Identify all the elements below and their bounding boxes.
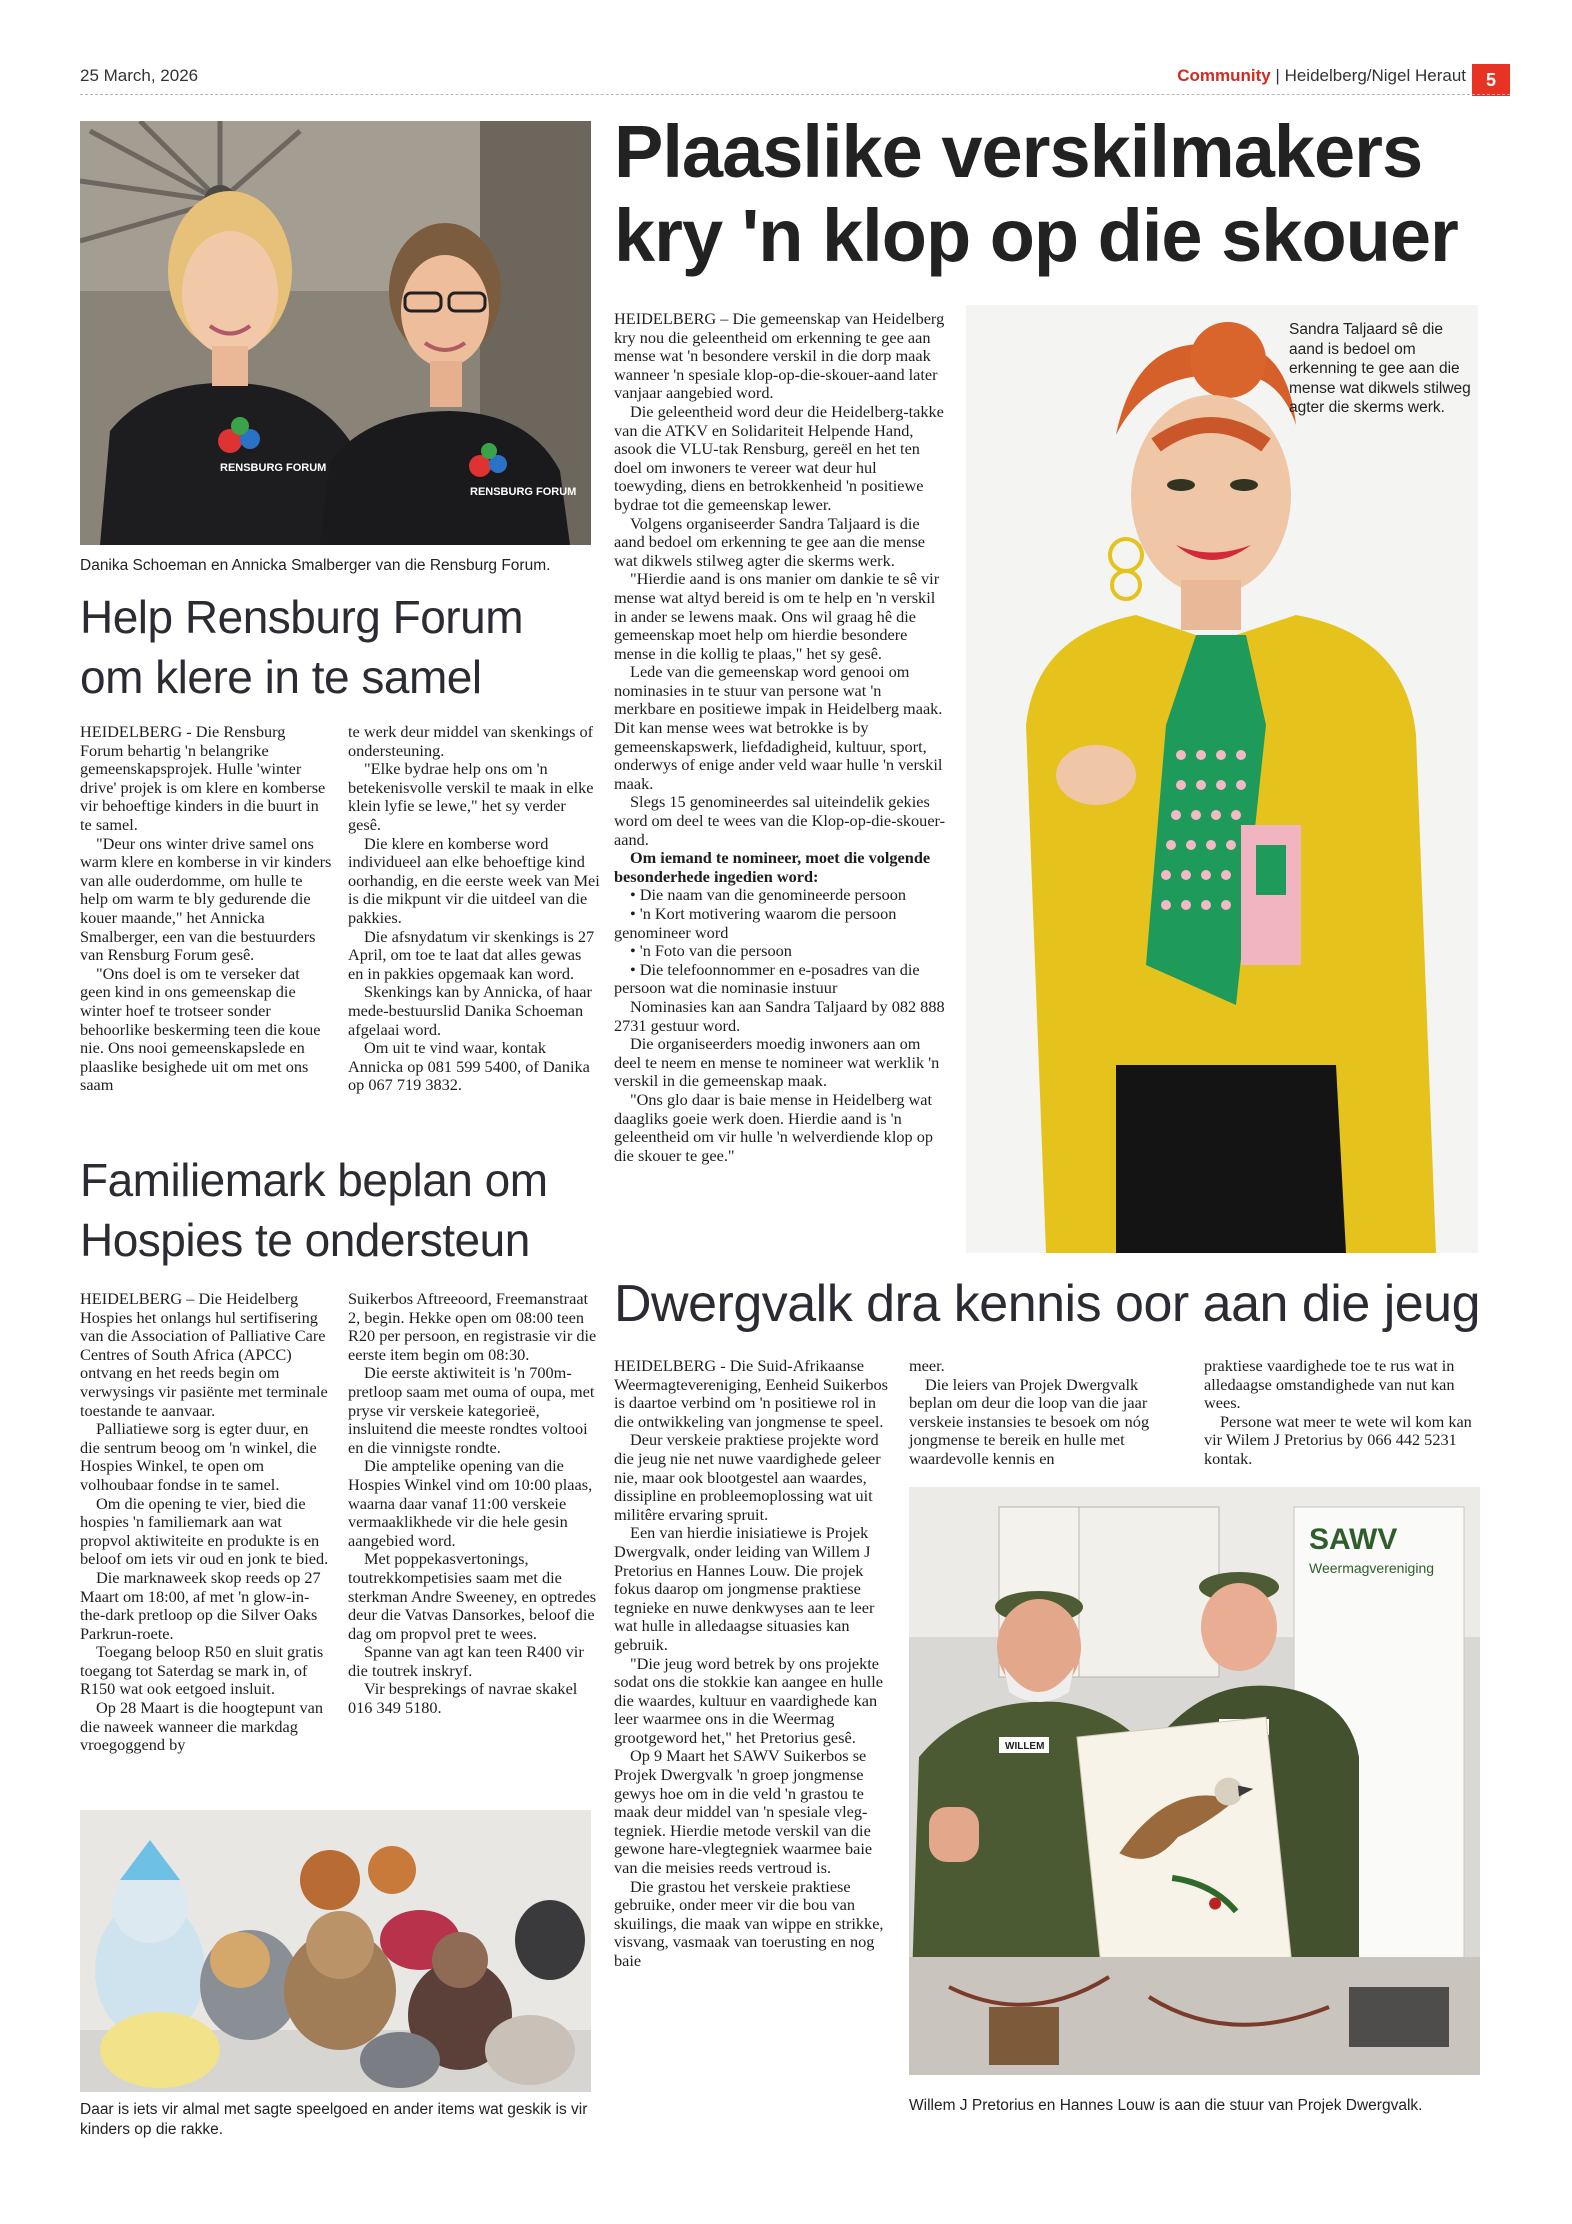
two-men-with-falcon-painting-icon — [909, 1487, 1480, 2075]
bullet-item: • Die naam van die genomineerde persoon — [630, 885, 907, 905]
paragraph: Die marknaweek skop reeds op 27 Maart om 18:00, af met 'n glow-in-the-dark pretloop op die Silver Oaks Parkrun-roete. — [80, 1567, 321, 1643]
paragraph: Op 9 Maart het SAWV Suikerbos se Projek Dwergvalk 'n groep jongmense gewys hoe om in die veld 'n grastou te maak deur middel van 'n spesiale vleg-tegniek. Hierdie metode verskil van die gewone hare-vlegtegniek waarmee baie van die meisies reeds vertroud is. — [614, 1746, 873, 1878]
photo-caption-toys: Daar is iets vir almal met sagte speelgoed en ander items wat geskik is vir kinders op die rakke. — [80, 2101, 588, 2138]
paragraph: "Hierdie aand is ons manier om dankie te sê vir mense wat altyd bereid is om te help en 'n verskil in ander se lewens maak. Ons wil graag hê die gemeenskap moet help om hierdie besondere mense in die kollig te plaas," het sy gesê. — [614, 569, 940, 663]
logo-text-1: RENSBURG FORUM — [220, 462, 327, 474]
paragraph: Skenkings kan by Annicka, of haar mede-bestuurslid Danika Schoeman afgelaai word. — [348, 982, 592, 1039]
paragraph: Persone wat meer te wete wil kom kan vir Wilem J Pretorius by 066 442 5231 kontak. — [1204, 1411, 1472, 1468]
headline-line: om klere in te samel — [80, 651, 482, 703]
paragraph: Met poppekasvertonings, toutrekkompetisies saam met die sterkman Andre Sweeney, en optredes deur die Vatvas Dansorkes, beloof die dag om propvol pret te wees. — [348, 1549, 597, 1643]
soft-toys-photo-icon — [80, 1810, 591, 2092]
banner-title: SAWV — [1309, 1523, 1398, 1556]
paragraph: Spanne van agt kan teen R400 vir die toutrek inskryf. — [348, 1642, 584, 1680]
logo-text-2: RENSBURG FORUM — [470, 486, 577, 498]
bullet-item: • 'n Foto van die persoon — [630, 941, 792, 961]
paragraph: Slegs 15 genomineerdes sal uiteindelik gekies word om deel te wees van die Klop-op-die-skouer-aand. — [614, 792, 946, 849]
paragraph: HEIDELBERG - Die Rensburg Forum behartig 'n belangrike gemeenskapsprojek. Hulle 'winter drive' projek is om klere en komberse vir behoeftige kinders in die buurt in te samel. — [80, 722, 326, 834]
paragraph: Vir besprekings of navrae skakel 016 349 5180. — [348, 1679, 578, 1718]
article-column — [1204, 1357, 1478, 1469]
paragraph: "Deur ons winter drive samel ons warm klere en komberse in vir kinders van alle ouderdomme, om hulle te help om warm te bly gedurende die kouer maande," het Annicka Smalberger, een van die bestuurders van Rensburg Forum gesê. — [80, 833, 332, 965]
paragraph: "Ons glo daar is baie mense in Heidelberg wat daagliks goeie werk doen. Hierdie aand is 'n geleentheid om vir hulle 'n welverdiende klop op die skouer te gee." — [614, 1089, 933, 1165]
section-name[interactable]: Community — [1177, 66, 1271, 85]
headline-line: Help Rensburg Forum — [80, 591, 524, 643]
paragraph: Toegang beloop R50 en sluit gratis toegang tot Saterdag se mark in, of R150 wat ook eetgoed insluit. — [80, 1642, 324, 1699]
paragraph: Deur verskeie praktiese projekte word die jeug nie net nuwe vaardighede geleer nie, maar ook blootgestel aan waardes, dissipline en probleemoplossing wat uit militêre ervaring spruit. — [614, 1430, 881, 1524]
issue-date: 25 March, 2026 — [80, 66, 199, 85]
article-column — [909, 1357, 1185, 1469]
paragraph: Om uit te vind waar, kontak Annicka op 081 599 5400, of Danika op 067 719 3832. — [348, 1038, 590, 1095]
paragraph: "Ons doel is om te verseker dat geen kind in ons gemeenskap die winter hoef te trotseer sonder behoorlike beskerming teen die koue nie. Ons nooi gemeenskapslede en plaaslike besighede uit om met ons saam — [80, 963, 321, 1095]
article-column — [614, 310, 946, 1165]
paragraph: Lede van die gemeenskap word genooi om nominasies in te stuur van persone wat 'n merkbare en positiewe impak in Heidelberg maak. Dit kan mense wees wat betrokke is by gemeenskapswerk, liefdadigheid, kultuur, sport, onderwys of enige ander veld waar hulle 'n verskil maak. — [614, 662, 943, 793]
bullet-item: • Die telefoonnommer en e-posadres van die persoon wat die nominasie instuur — [614, 959, 920, 998]
paragraph: Een van hierdie inisiatiewe is Projek Dwergvalk, onder leiding van Willem J Pretorius en Hannes Louw. Die projek fokus daarop om jongmense praktiese tegnieke en nuwe denkwyses aan te leer wat hulle in alledaagse situasies kan gebruik. — [614, 1523, 875, 1654]
headline-verskilmakers — [614, 110, 1514, 278]
paragraph: Nominasies kan aan Sandra Taljaard by 082 888 2731 gestuur word. — [614, 996, 945, 1035]
page-number: 5 — [1472, 64, 1510, 96]
article-column — [348, 1290, 600, 1718]
headline-dwergvalk: Dwergvalk dra kennis oor aan die jeug — [614, 1275, 1481, 1333]
paragraph: Suikerbos Aftreeoord, Freemanstraat 2, begin. Hekke open om 08:00 teen R20 per persoon, en registrasie vir die eerste item begin om 08:30. — [348, 1289, 597, 1364]
photo-caption-dwergvalk: Willem J Pretorius en Hannes Louw is aan die stuur van Projek Dwergvalk. — [909, 2097, 1423, 2114]
nominate-heading: Om iemand te nomineer, moet die volgende besonderhede ingedien word: — [614, 848, 931, 886]
paragraph: HEIDELBERG - Die Suid-Afrikaanse Weermagtevereniging, Eenheid Suikerbos is daartoe verbind om 'n positiewe rol in die ontwikkeling van jongmense te speel. — [614, 1356, 889, 1431]
paragraph: Palliatiewe sorg is egter duur, en die sentrum beoog om 'n winkel, die Hospies Winkel, te open om volhoubaar fondse in te samel. — [80, 1419, 317, 1494]
paragraph: Die grastou het verskeie praktiese gebruike, onder meer vir die bou van skuilings, die maak van wippe en strikke, visvang, vasmaak van toerusting en nog baie — [614, 1876, 884, 1970]
headline-line: Hospies te ondersteun — [80, 1214, 530, 1266]
photo-caption-rensburg: Danika Schoeman en Annicka Smalberger van die Rensburg Forum. — [80, 557, 551, 574]
section-label: Community | Heidelberg/Nigel Heraut — [1177, 66, 1466, 85]
paragraph: Die amptelike opening van die Hospies Winkel vind om 10:00 plaas, waarna daar vanaf 11:00 verskeie vermaaklikhede vir die hele gesin aangebied word. — [348, 1456, 593, 1550]
paragraph: Volgens organiseerder Sandra Taljaard is die aand bedoel om erkenning te gee aan die mense wat dikwels stilweg agter die skerms werk. — [614, 513, 926, 570]
paragraph: Om die opening te vier, bied die hospies 'n familiemark aan wat propvol aktiwiteite en produkte is en beloof om iets vir oud en jonk te bied. — [80, 1493, 329, 1569]
paragraph: praktiese vaardighede toe te rus wat in alledaagse omstandighede van nut kan wees. — [1204, 1356, 1455, 1413]
paragraph: te werk deur middel van skenkings of ondersteuning. — [348, 722, 594, 760]
paragraph: Die leiers van Projek Dwergvalk beplan om deur die loop van die jaar verskeie instansies te besoek om nóg jongmense te bereik en hulle met waardevolle kennis en — [909, 1374, 1150, 1468]
paragraph: Die klere en komberse word individueel aan elke behoeftige kind oorhandig, en die eerste week van Mei is die mikpunt vir die uitdeel van die pakkies. — [348, 833, 600, 927]
article-column — [80, 1290, 332, 1755]
photo-caption-sandra: Sandra Taljaard sê die aand is bedoel om erkenning te gee aan die mense wat dikwels stilweg agter die skerms werk. — [1289, 321, 1471, 416]
headline-line: kry 'n klop op die skouer — [614, 194, 1458, 277]
headline-rensburg — [80, 587, 600, 707]
bullet-item: • 'n Kort motivering waarom die persoon genomineer word — [614, 904, 897, 942]
paragraph: Die geleentheid word deur die Heidelberg-takke van die ATKV en Solidariteit Helpende Hand, asook die VLU-tak Rensburg, gereël en het ten doel om inwoners te vereer wat deur hul toewyding, diens en betrokkenheid 'n positiewe bydrae tot die gemeenskap lewer. — [614, 401, 944, 514]
paragraph: meer. — [909, 1356, 945, 1375]
headline-line: Plaaslike verskilmakers — [614, 110, 1423, 193]
article-column — [348, 723, 600, 1095]
headline-hospies — [80, 1150, 600, 1270]
paragraph: HEIDELBERG – Die gemeenskap van Heidelberg kry nou die geleentheid om erkenning te gee aan mense wat 'n besondere verskil in die dorp maak wanneer 'n spesiale klop-op-die-skouer-aand later vanjaar aangebied word. — [614, 309, 945, 403]
paragraph: Die eerste aktiwiteit is 'n 700m-pretloop saam met ouma of oupa, met pryse vir verskeie kategorieë, insluitend die meeste rondtes voltooi en die vinnigste rondte. — [348, 1363, 595, 1457]
two-women-portrait-icon — [80, 121, 591, 545]
banner-subtitle: Weermagvereniging — [1309, 1560, 1435, 1576]
paragraph: Op 28 Maart is die hoogtepunt van die naweek wanneer die markdag vroegoggend by — [80, 1698, 323, 1755]
header-divider — [80, 94, 1510, 95]
headline-line: Familiemark beplan om — [80, 1154, 548, 1206]
paragraph: Die afsnydatum vir skenkings is 27 April, om toe te laat dat alles gewas en in pakkies opgemaak kan word. — [348, 926, 595, 983]
paragraph: Die organiseerders moedig inwoners aan om deel te neem en mense te nomineer wat werklik 'n verskil in die gemeenskap maak. — [614, 1034, 940, 1091]
publication-name: Heidelberg/Nigel Heraut — [1284, 66, 1466, 85]
paragraph: "Die jeug word betrek by ons projekte sodat ons die stokkie kan aangee en hulle die waardes, kultuur en vaardighede kan leer waarmee ons in die Weermag grootgeword het," het Pretorius gesê. — [614, 1653, 884, 1747]
paragraph: HEIDELBERG – Die Heidelberg Hospies het onlangs hul sertifisering van die Association of Palliative Care Centres of South Africa (APCC) ontvang en het reeds begin om verwysings vir pasiënte met terminale toestande te aanvaar. — [80, 1289, 328, 1420]
paragraph: "Elke bydrae help ons om 'n betekenisvolle verskil te maak in elke klein lyfie se lewe," het sy verder gesê. — [348, 759, 594, 834]
woman-yellow-jacket-portrait-icon — [966, 305, 1478, 1253]
article-column — [80, 723, 332, 1095]
name-tag-willem: WILLEM — [1005, 1741, 1045, 1752]
article-column — [614, 1357, 896, 1971]
